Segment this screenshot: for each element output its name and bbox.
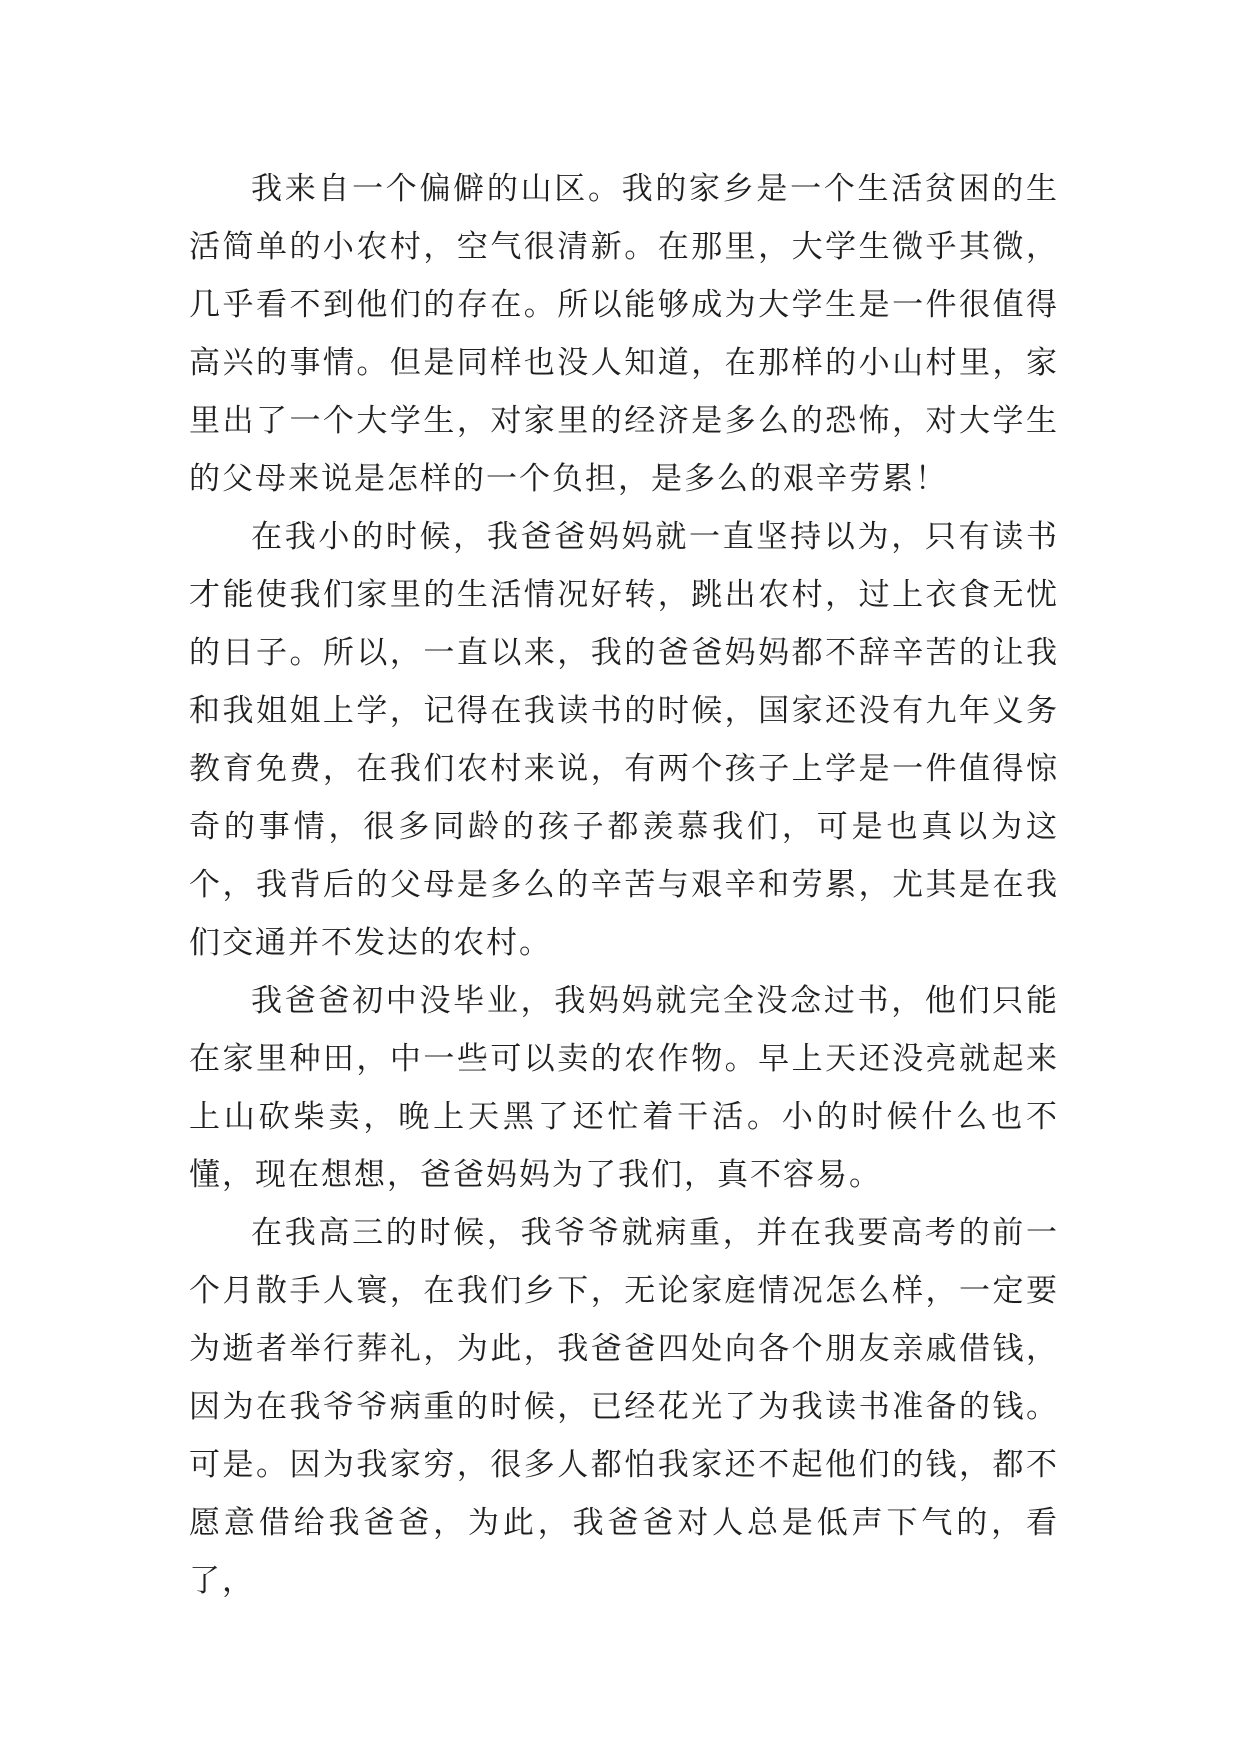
- paragraph-2: 在我小的时候，我爸爸妈妈就一直坚持以为，只有读书才能使我们家里的生活情况好转，跳出农村，过上衣食无忧的日子。所以，一直以来，我的爸爸妈妈都不辞辛苦的让我和我姐姐上学，记得在我读书的时候，国家还没有九年义务教育免费，在我们农村来说，有两个孩子上学是一件值得惊奇的事情，很多同龄的孩子都羡慕我们，可是也真以为这个，我背后的父母是多么的辛苦与艰辛和劳累，尤其是在我们交通并不发达的农村。: [189, 519, 1059, 961]
- paragraph-4: 在我高三的时候，我爷爷就病重，并在我要高考的前一个月散手人寰，在我们乡下，无论家庭情况怎么样，一定要为逝者举行葬礼，为此，我爸爸四处向各个朋友亲戚借钱，因为在我爷爷病重的时候，已经花光了为我读书准备的钱。可是。因为我家穷，很多人都怕我家还不起他们的钱，都不愿意借给我爸爸，为此，我爸爸对人总是低声下气的，看了，: [189, 1215, 1059, 1599]
- paragraph-3: 我爸爸初中没毕业，我妈妈就完全没念过书，他们只能在家里种田，中一些可以卖的农作物。早上天还没亮就起来上山砍柴卖，晚上天黑了还忙着干活。小的时候什么也不懂，现在想想，爸爸妈妈为了我们，真不容易。: [189, 983, 1059, 1193]
- paragraph-1: 我来自一个偏僻的山区。我的家乡是一个生活贫困的生活简单的小农村，空气很清新。在那里，大学生微乎其微，几乎看不到他们的存在。所以能够成为大学生是一件很值得高兴的事情。但是同样也没人知道，在那样的小山村里，家里出了一个大学生，对家里的经济是多么的恐怖，对大学生的父母来说是怎样的一个负担，是多么的艰辛劳累！: [189, 171, 1059, 497]
- document-body: [189, 160, 1059, 1610]
